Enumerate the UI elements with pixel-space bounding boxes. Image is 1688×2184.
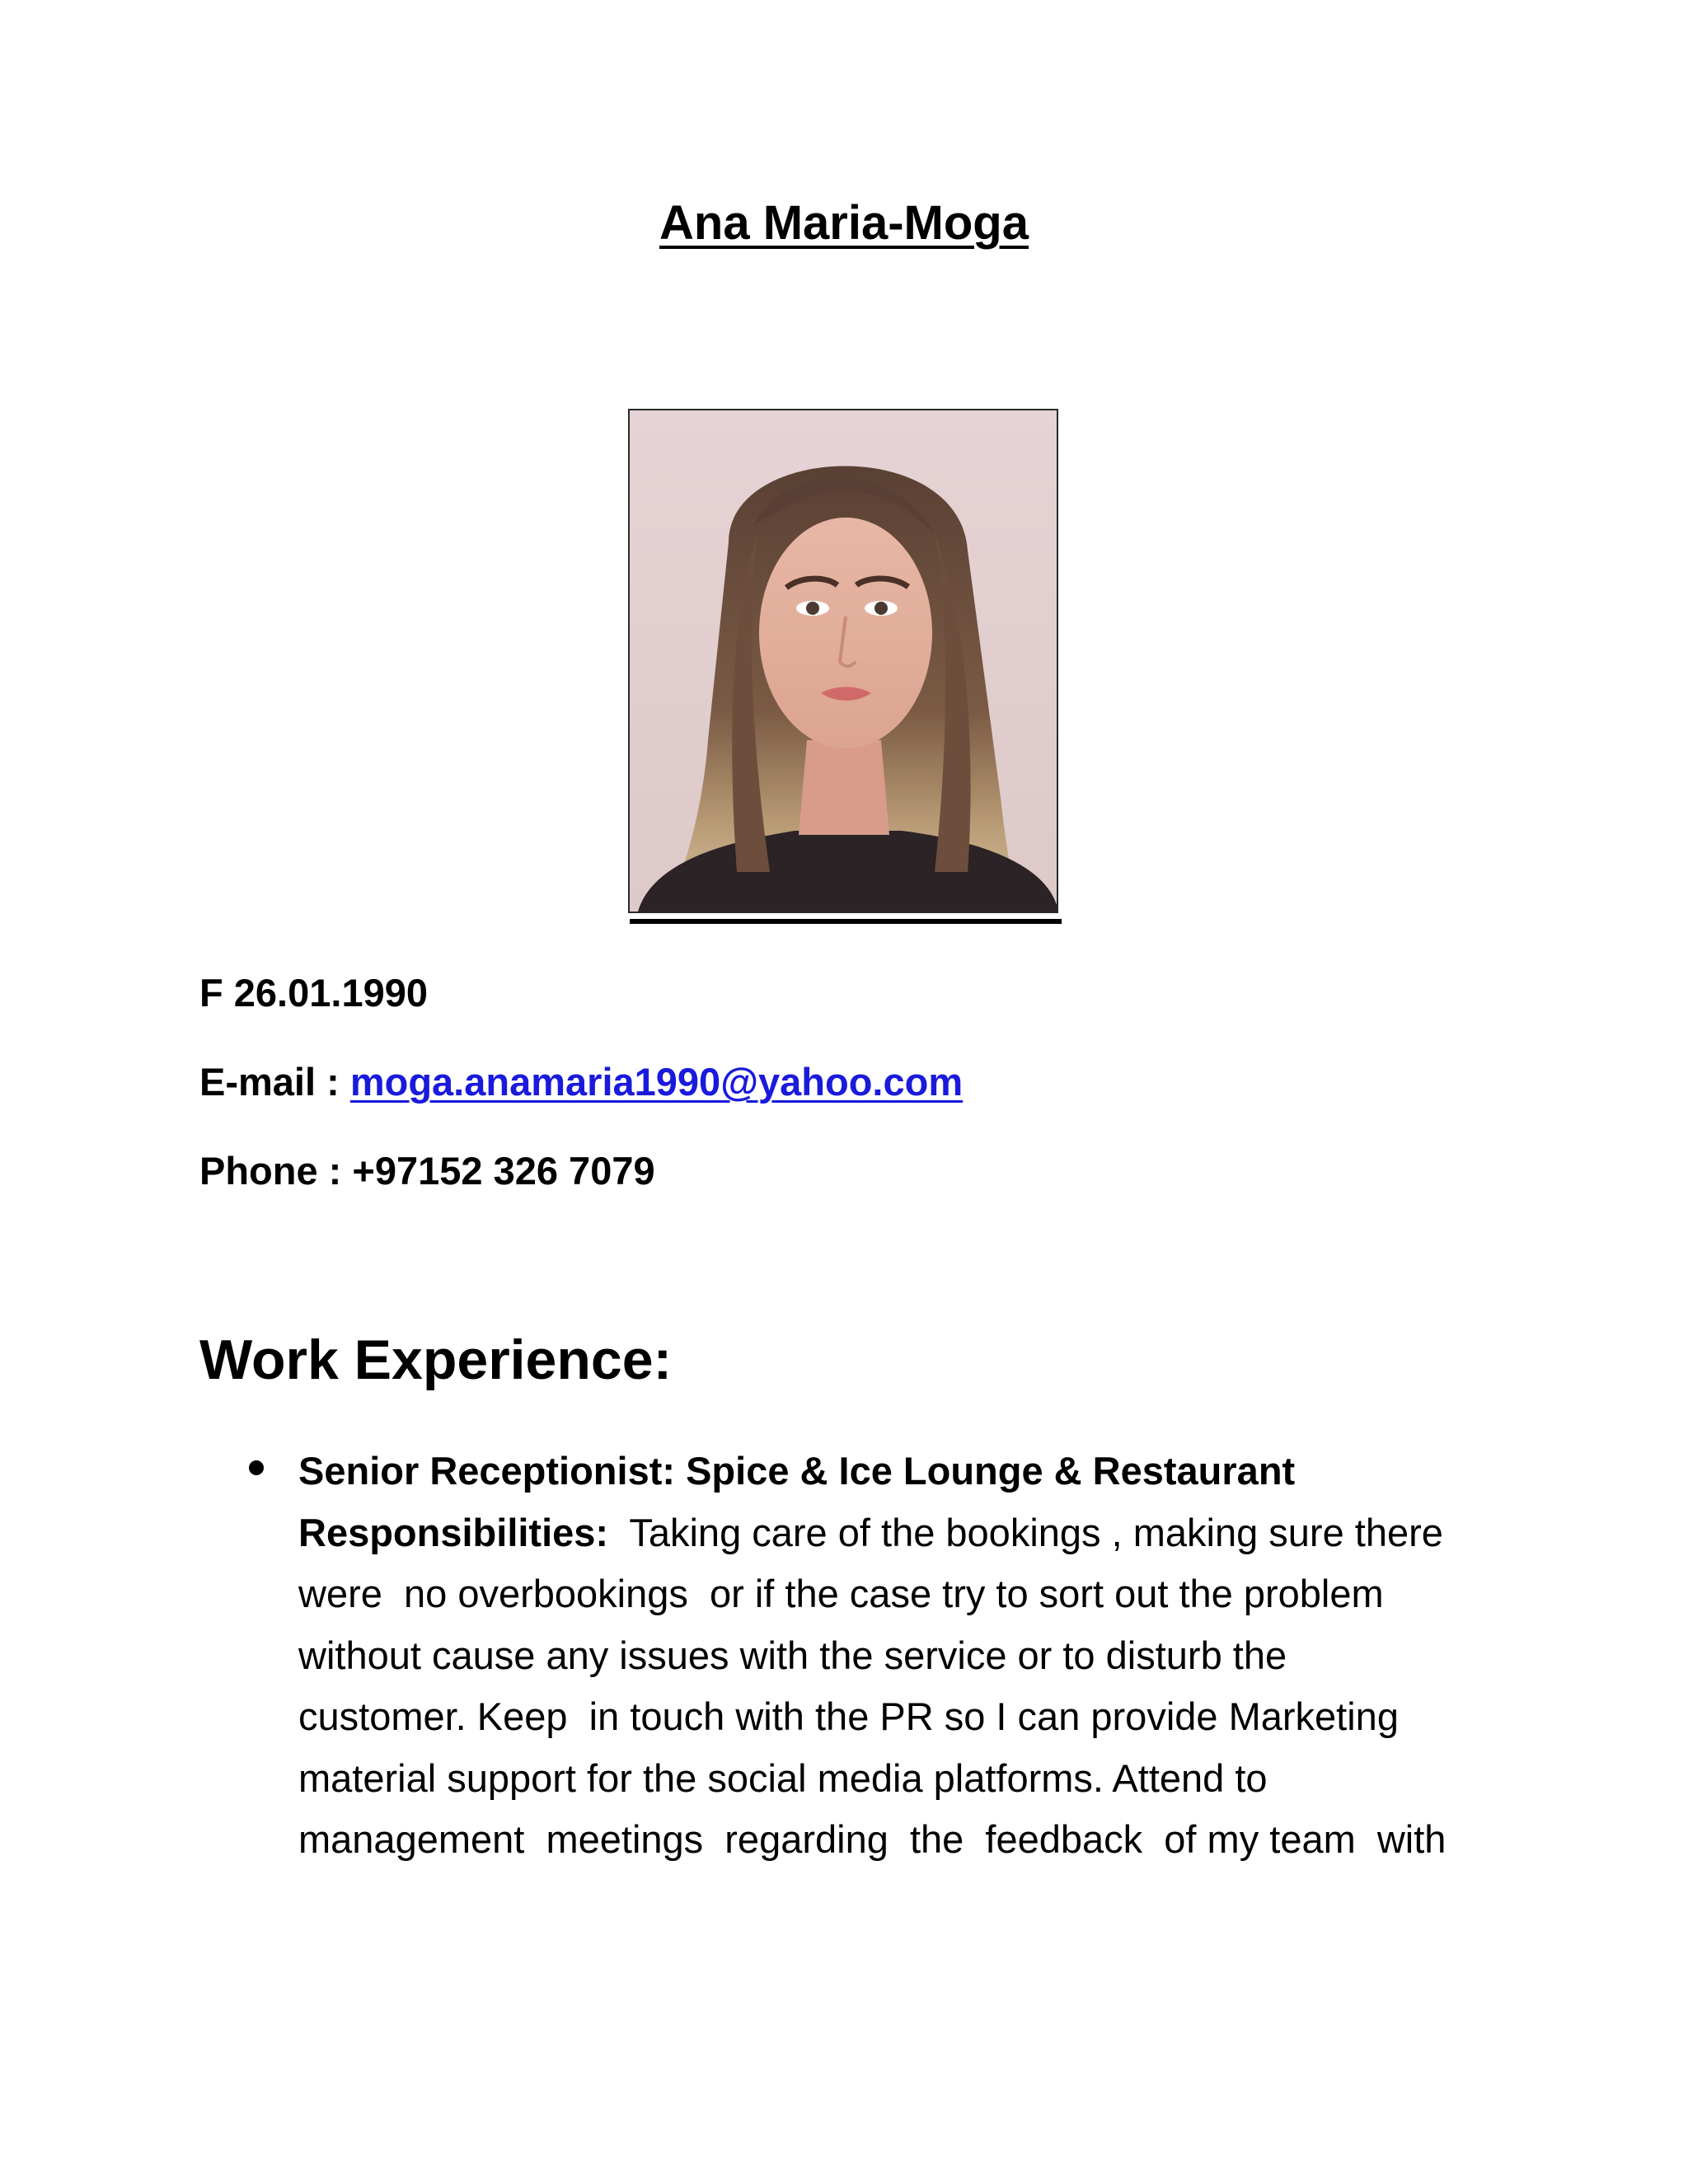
work-experience-heading: Work Experience:: [199, 1329, 673, 1391]
date-of-birth: F 26.01.1990: [199, 971, 428, 1015]
email-label: E-mail :: [199, 1060, 350, 1104]
email-row: [199, 1059, 963, 1105]
bullet-icon: [249, 1460, 264, 1475]
profile-photo: [628, 409, 1058, 913]
responsibility-text: were no overbookings or if the case try to sort out the problem: [298, 1572, 1384, 1615]
responsibility-text: Taking care of the bookings , making sure there: [608, 1510, 1443, 1554]
portrait-photo-icon: [630, 410, 1057, 912]
candidate-name: Ana Maria-Moga: [659, 196, 1029, 250]
experience-title-line: [298, 1441, 1452, 1502]
responsibilities-label: Responsibilities:: [298, 1510, 609, 1554]
employer-name: Spice & Ice Lounge & Restaurant: [675, 1449, 1296, 1493]
profile-photo-frame: [628, 409, 1058, 913]
responsibility-text: management meetings regarding the feedback of my team with: [298, 1817, 1447, 1861]
photo-underline-divider: [630, 919, 1062, 924]
responsibility-text: without cause any issues with the service or to disturb the: [298, 1633, 1287, 1677]
responsibility-text: customer. Keep in touch with the PR so I can provide Marketing: [298, 1694, 1399, 1738]
cv-title: [0, 194, 1688, 252]
responsibilities-line: [298, 1502, 1452, 1564]
email-link[interactable]: moga.anamaria1990@yahoo.com: [349, 1060, 964, 1104]
responsibility-text: material support for the social media platforms. Attend to: [298, 1755, 1268, 1800]
role-label: Senior Receptionist:: [298, 1449, 676, 1493]
experience-item: [298, 1441, 1452, 1871]
phone-row: Phone : +97152 326 7079: [199, 1149, 655, 1193]
